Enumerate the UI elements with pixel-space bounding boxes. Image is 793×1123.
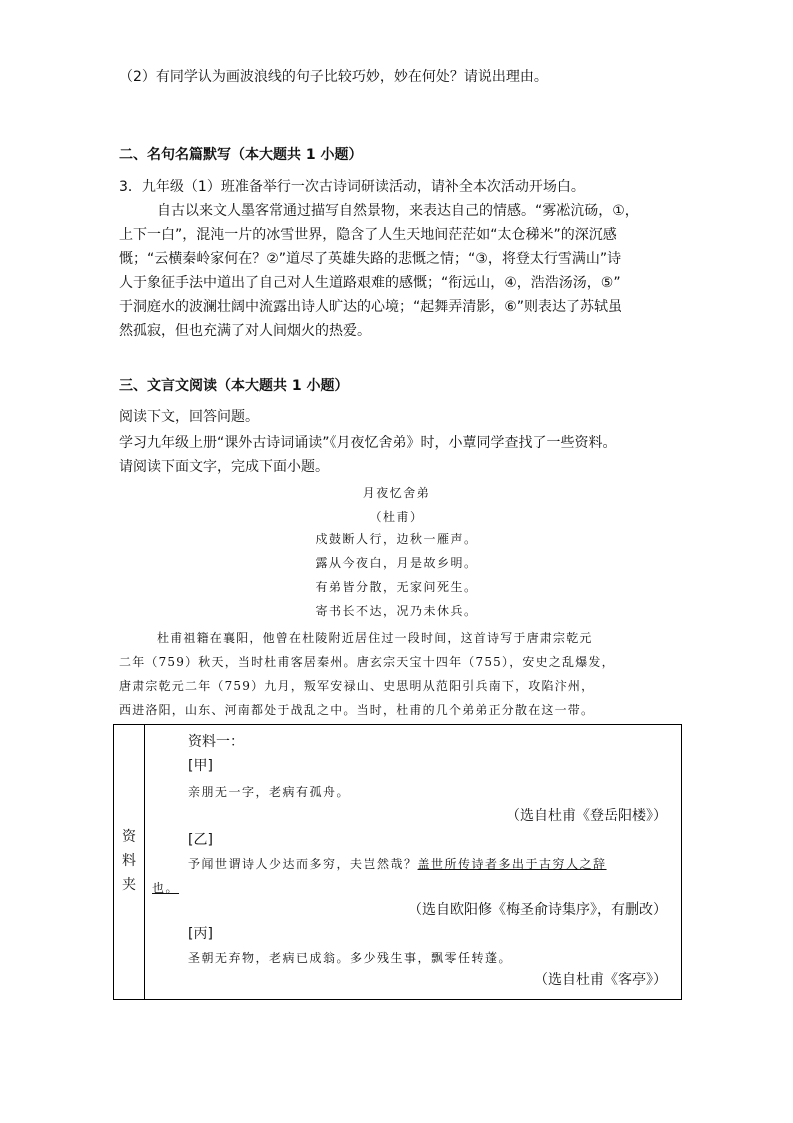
section-3-heading: 三、文言文阅读（本大题共 1 小题） [119, 378, 349, 394]
poem-line: 寄书长不达，况乃未休兵。 [315, 604, 478, 618]
question-3-intro: 3．九年级（1）班准备举行一次古诗词研读活动，请补全本次活动开场白。 [119, 179, 585, 195]
q3-line: 人于象征手法中道出了自己对人生道路艰难的感慨；“衔远山，④，浩浩汤汤，⑤” [119, 275, 621, 291]
q3-line: 上下一白”，混沌一片的冰雪世界，隐含了人生天地间茫茫如“太仓稊米”的深沉感 [119, 227, 617, 243]
background-line: 西进洛阳，山东、河南都处于战乱之中。当时，杜甫的几个弟弟正分散在这一带。 [119, 703, 595, 717]
background-line: 唐肃宗乾元二年（759）九月，叛军安禄山、史思明从范阳引兵南下，攻陷汴州， [119, 679, 595, 693]
poem-title: 月夜忆舍弟 [362, 486, 431, 500]
section-3-intro-line: 学习九年级上册“课外古诗词诵读”《月夜忆舍弟》时，小蕈同学查找了一些资料。 [119, 435, 617, 451]
material-bing-label: [丙] [188, 926, 213, 942]
side-label-char: 夹 [122, 877, 136, 893]
material-yi-text [188, 855, 607, 873]
materials-side-label [114, 825, 144, 897]
material-jia-text: 亲朋无一字，老病有孤舟。 [188, 785, 351, 799]
materials-box [113, 724, 682, 1000]
materials-divider [144, 725, 145, 999]
material-jia-source: （选自杜甫《登岳阳楼》） [506, 808, 667, 824]
q3-line: 慨；“云横秦岭家何在？②”道尽了英雄失路的悲慨之情；“③，将登太行雪满山”诗 [119, 251, 622, 267]
section-3-intro-line: 阅读下文，回答问题。 [119, 409, 259, 425]
material-jia-label: [甲] [188, 758, 213, 774]
material-bing-text: 圣朝无弃物，老病已成翁。多少残生事，飘零任转蓬。 [188, 951, 513, 965]
background-line: 二年（759）秋天，当时杜甫客居秦州。唐玄宗天宝十四年（755），安史之乱爆发， [119, 655, 615, 669]
background-line: 杜甫祖籍在襄阳，他曾在杜陵附近居住过一段时间，这首诗写于唐肃宗乾元 [157, 631, 593, 645]
question-2-2: （2）有同学认为画波浪线的句子比较巧妙，妙在何处？请说出理由。 [119, 69, 548, 85]
wavy-underlined-sentence: 盖世所传诗者多出于古穷人之辞 [417, 857, 607, 871]
q3-line: 然孤寂，但也充满了对人间烟火的热爱。 [119, 323, 371, 339]
material-yi-source: （选自欧阳修《梅圣俞诗集序》，有删改） [408, 902, 667, 918]
q3-line: 自古以来文人墨客常通过描写自然景物，来表达自己的情感。“雾凇沆砀，①， [157, 203, 639, 219]
material-bing-source: （选自杜甫《客亭》） [534, 972, 667, 988]
poem-author: （杜甫） [369, 510, 424, 524]
material-yi-text-cont: 也。 [152, 881, 180, 895]
section-3-intro-line: 请阅读下面文字，完成下面小题。 [119, 459, 329, 475]
poem-line: 戍鼓断人行，边秋一雁声。 [315, 532, 478, 546]
q3-line: 于洞庭水的波澜壮阔中流露出诗人旷达的心境；“起舞弄清影，⑥”则表达了苏轼虽 [119, 299, 623, 315]
materials-header: 资料一： [188, 734, 244, 750]
poem-line: 有弟皆分散，无家问死生。 [315, 580, 478, 594]
section-2-heading: 二、名句名篇默写（本大题共 1 小题） [119, 147, 363, 163]
poem-line: 露从今夜白，月是故乡明。 [315, 556, 478, 570]
material-yi-label: [乙] [188, 832, 213, 848]
material-yi-text-plain: 予闻世谓诗人少达而多穷，夫岂然哉？ [188, 857, 418, 871]
side-label-char: 料 [122, 853, 136, 869]
side-label-char: 资 [122, 829, 136, 845]
